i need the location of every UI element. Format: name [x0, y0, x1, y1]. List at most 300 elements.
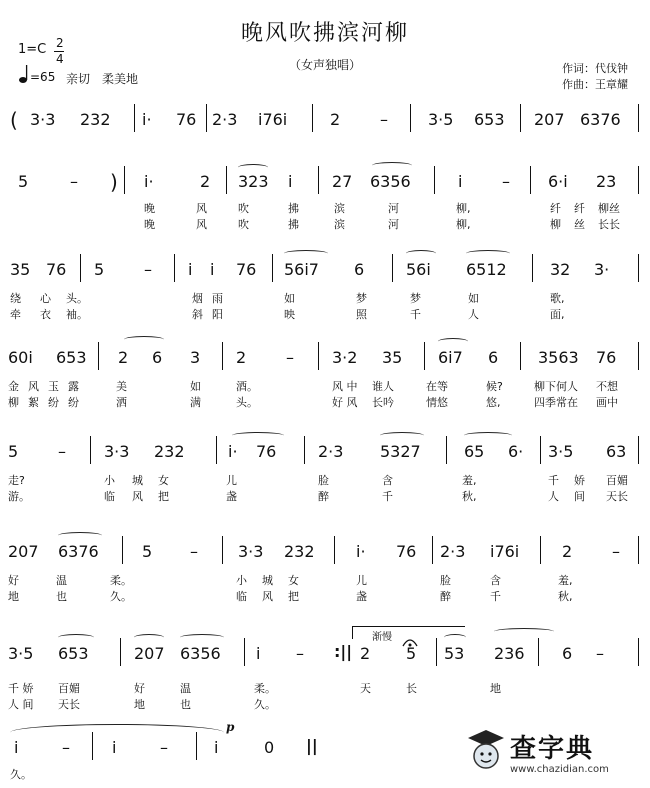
- score-system-7: [0, 622, 650, 714]
- note-group: 3563: [538, 348, 579, 367]
- lyric-verse1: 女: [288, 574, 299, 587]
- repeat-barline: :||: [334, 642, 353, 661]
- watermark: [466, 722, 636, 782]
- barline: [392, 254, 393, 282]
- lyric-verse2: 秋,: [558, 590, 573, 603]
- lyric-verse2: 满: [190, 396, 201, 409]
- lyric-verse1: 谁人: [372, 380, 394, 393]
- note-group: –: [160, 738, 168, 757]
- score-system-3: [0, 248, 650, 324]
- note-group: 5: [8, 442, 19, 461]
- lyric-verse1: 久。: [10, 768, 32, 781]
- note-group: 5: [406, 644, 417, 663]
- note-group: 56i: [406, 260, 431, 279]
- note-group: 0: [264, 738, 275, 757]
- slur: [284, 250, 328, 257]
- lyric-verse2: 纷: [48, 396, 59, 409]
- tempo-change-marking: 渐慢: [372, 632, 392, 643]
- note-group: 3·3: [238, 542, 264, 561]
- note-group: 3: [190, 348, 201, 367]
- watermark-name: 查字典: [510, 734, 595, 764]
- note-group: 76: [256, 442, 277, 461]
- lyric-verse1: 歌,: [550, 292, 565, 305]
- lyric-verse2: 斜: [192, 308, 203, 321]
- lyric-verse2: 四季常在: [534, 396, 578, 409]
- note-group: 3·5: [8, 644, 34, 663]
- tempo-marking: =65: [30, 70, 56, 84]
- barline: [174, 254, 175, 282]
- note-group: 232: [284, 542, 315, 561]
- slur: [380, 432, 424, 439]
- note-group: 2: [118, 348, 129, 367]
- lyric-verse1: 羞,: [558, 574, 573, 587]
- lyric-verse1: 脸: [440, 574, 451, 587]
- note-group: 76: [396, 542, 417, 561]
- note-group: –: [612, 542, 620, 561]
- score-system-1: [0, 96, 650, 144]
- lyric-verse1: 城: [262, 574, 273, 587]
- barline: [638, 104, 639, 132]
- lyric-verse1: 心: [40, 292, 51, 305]
- barline: [638, 436, 639, 464]
- note-group: –: [296, 644, 304, 663]
- barline: [196, 732, 197, 760]
- barline: [520, 104, 521, 132]
- graduate-cap-logo-icon: [466, 726, 506, 774]
- note-group: 653: [56, 348, 87, 367]
- lyric-verse1: 小: [104, 474, 115, 487]
- note-group: –: [596, 644, 604, 663]
- lyric-verse2: 面,: [550, 308, 565, 321]
- lyric-verse2: 醉: [318, 490, 329, 503]
- expression-marking: 亲切 柔美地: [66, 72, 139, 86]
- barline: [124, 166, 125, 194]
- note-group: 207: [534, 110, 565, 129]
- quarter-note-icon: [18, 64, 30, 84]
- lyric-verse2: 间: [574, 490, 585, 503]
- note-group: 23: [596, 172, 617, 191]
- barline: [530, 166, 531, 194]
- note-group: 3·: [594, 260, 610, 279]
- slur: [58, 532, 102, 539]
- barline: [432, 536, 433, 564]
- note-group: 3·5: [548, 442, 574, 461]
- lyric-verse2: 风: [196, 218, 207, 231]
- note-group: i: [288, 172, 293, 191]
- note-group: i: [214, 738, 219, 757]
- lyric-verse1: 天: [360, 682, 371, 695]
- barline: [226, 166, 227, 194]
- barline: [304, 436, 305, 464]
- lyric-verse1: 在等: [426, 380, 448, 393]
- lyric-verse1: 儿: [356, 574, 367, 587]
- barline: [638, 638, 639, 666]
- slur: [134, 634, 164, 641]
- barline: [216, 436, 217, 464]
- composer-credit: 作曲：王章耀: [562, 78, 628, 91]
- lyric-verse1: 脸: [318, 474, 329, 487]
- note-group: 2·3: [318, 442, 344, 461]
- note-group: 76: [176, 110, 197, 129]
- score-system-5: [0, 430, 650, 506]
- barline: [92, 732, 93, 760]
- lyric-verse1: 美: [116, 380, 127, 393]
- lyric-verse2: 人: [548, 490, 559, 503]
- barline: [424, 342, 425, 370]
- lyric-verse1: 滨: [334, 202, 345, 215]
- lyric-verse2: 千: [410, 308, 421, 321]
- lyric-verse1: 小: [236, 574, 247, 587]
- note-group: 232: [154, 442, 185, 461]
- key-signature: 1=C: [18, 42, 47, 57]
- note-group: 6: [562, 644, 573, 663]
- note-group: –: [62, 738, 70, 757]
- song-subtitle: （女声独唱）: [288, 58, 361, 72]
- lyric-verse1: 走?: [8, 474, 25, 487]
- barline: [638, 166, 639, 194]
- lyric-verse2: 地: [134, 698, 145, 711]
- lyric-verse2: 秋,: [462, 490, 477, 503]
- note-group: 53: [444, 644, 465, 663]
- lyricist-credit: 作词：代伐钟: [562, 62, 628, 75]
- slur: [444, 634, 466, 641]
- note-group: –: [58, 442, 66, 461]
- lyric-verse2: 把: [288, 590, 299, 603]
- note-group: –: [286, 348, 294, 367]
- note-group: 2: [330, 110, 341, 129]
- lyric-verse1: 柔。: [254, 682, 276, 695]
- lyric-verse1: 拂: [288, 202, 299, 215]
- lyric-verse1: 百媚: [606, 474, 628, 487]
- barline: [222, 342, 223, 370]
- lyric-verse1: 河: [388, 202, 399, 215]
- lyric-verse2: 醉: [440, 590, 451, 603]
- note-group: i·: [228, 442, 238, 461]
- lyric-verse2: 阳: [212, 308, 223, 321]
- lyric-verse1: 羞,: [462, 474, 477, 487]
- lyric-verse1: 娇: [574, 474, 585, 487]
- note-group: –: [144, 260, 152, 279]
- note-group: 2: [360, 644, 371, 663]
- lyric-verse2: 柳,: [456, 218, 471, 231]
- lyric-verse2: 丝: [574, 218, 585, 231]
- lyric-verse2: 絮: [28, 396, 39, 409]
- slur: [438, 338, 468, 345]
- lyric-verse2: 风: [262, 590, 273, 603]
- lyric-verse2: 人 间: [8, 698, 34, 711]
- lyric-verse2: 拂: [288, 218, 299, 231]
- note-group: 3·5: [428, 110, 454, 129]
- lyric-verse2: 天长: [58, 698, 80, 711]
- note-group: 32: [550, 260, 571, 279]
- lyric-verse2: 晚: [144, 218, 155, 231]
- note-group: 236: [494, 644, 525, 663]
- note-group: –: [70, 172, 78, 191]
- slur: [124, 336, 164, 343]
- lyric-verse2: 洒: [116, 396, 127, 409]
- lyric-verse1: 柳下何人: [534, 380, 578, 393]
- note-group: 653: [474, 110, 505, 129]
- lyric-verse2: 地: [8, 590, 19, 603]
- barline: [436, 638, 437, 666]
- barline: [520, 342, 521, 370]
- lyric-verse1: 头。: [66, 292, 88, 305]
- lyric-verse1: 柳,: [456, 202, 471, 215]
- note-group: –: [380, 110, 388, 129]
- lyric-verse1: 酒。: [236, 380, 258, 393]
- lyric-verse2: 好 风: [332, 396, 358, 409]
- lyric-verse1: 百媚: [58, 682, 80, 695]
- barline: [334, 536, 335, 564]
- score-system-2: [0, 160, 650, 236]
- note-group: 76: [46, 260, 67, 279]
- barline: [206, 104, 207, 132]
- barline: [434, 166, 435, 194]
- lyric-verse1: 晚: [144, 202, 155, 215]
- lyric-verse1: 含: [490, 574, 501, 587]
- note-group: i76i: [490, 542, 520, 561]
- lyric-verse2: 风: [132, 490, 143, 503]
- lyric-verse2: 袖。: [66, 308, 88, 321]
- lyric-verse1: 儿: [226, 474, 237, 487]
- barline: [312, 104, 313, 132]
- fermata-icon: [402, 632, 418, 642]
- lyric-verse2: 临: [236, 590, 247, 603]
- barline: [244, 638, 245, 666]
- lyric-verse2: 河: [388, 218, 399, 231]
- note-group: 6512: [466, 260, 507, 279]
- lyric-verse1: 雨: [212, 292, 223, 305]
- note-group: i: [14, 738, 19, 757]
- lyric-verse1: 吹: [238, 202, 249, 215]
- lyric-verse1: 金: [8, 380, 19, 393]
- note-group: 3·2: [332, 348, 358, 367]
- lyric-verse2: 久。: [110, 590, 132, 603]
- note-group: 63: [606, 442, 627, 461]
- note-group: 5327: [380, 442, 421, 461]
- note-group: 5: [94, 260, 105, 279]
- note-group: (: [10, 108, 18, 132]
- lyric-verse2: 也: [180, 698, 191, 711]
- lyric-verse2: 长长: [598, 218, 620, 231]
- note-group: i·: [144, 172, 154, 191]
- note-group: i: [112, 738, 117, 757]
- lyric-verse1: 地: [490, 682, 501, 695]
- barline: [120, 638, 121, 666]
- lyric-verse2: 照: [356, 308, 367, 321]
- lyric-verse1: 纤: [550, 202, 561, 215]
- lyric-verse1: 不想: [596, 380, 618, 393]
- barline: [532, 254, 533, 282]
- lyric-verse2: 把: [158, 490, 169, 503]
- barline: [122, 536, 123, 564]
- barline: [318, 166, 319, 194]
- note-group: 3·3: [104, 442, 130, 461]
- slur: [180, 634, 224, 641]
- lyric-verse2: 情悠: [426, 396, 448, 409]
- note-group: 207: [134, 644, 165, 663]
- note-group: i: [458, 172, 463, 191]
- lyric-verse1: 好: [134, 682, 145, 695]
- slur: [58, 634, 94, 641]
- lyric-verse1: 千: [548, 474, 559, 487]
- note-group: 5: [18, 172, 29, 191]
- note-group: ): [110, 170, 118, 194]
- lyric-verse1: 长: [406, 682, 417, 695]
- barline: [134, 104, 135, 132]
- note-group: 2: [200, 172, 211, 191]
- lyric-verse1: 城: [132, 474, 143, 487]
- lyric-verse1: 如: [284, 292, 295, 305]
- note-group: i: [256, 644, 261, 663]
- lyric-verse2: 纷: [68, 396, 79, 409]
- barline: [272, 254, 273, 282]
- note-group: 76: [596, 348, 617, 367]
- note-group: 6376: [58, 542, 99, 561]
- dynamic-marking: p: [226, 720, 235, 734]
- note-group: 35: [10, 260, 31, 279]
- barline: [638, 254, 639, 282]
- note-group: 232: [80, 110, 111, 129]
- slur: [464, 432, 512, 439]
- watermark-url: www.chazidian.com: [510, 764, 609, 775]
- lyric-verse1: 梦: [410, 292, 421, 305]
- note-group: 3·3: [30, 110, 56, 129]
- barline: [540, 436, 541, 464]
- lyric-verse1: 风: [196, 202, 207, 215]
- time-signature-bottom: 4: [56, 52, 64, 66]
- lyric-verse1: 风: [28, 380, 39, 393]
- barline: [540, 536, 541, 564]
- note-group: 27: [332, 172, 353, 191]
- lyric-verse2: 画中: [596, 396, 618, 409]
- lyric-verse2: 千: [490, 590, 501, 603]
- barline: [538, 638, 539, 666]
- barline: [446, 436, 447, 464]
- note-group: 76: [236, 260, 257, 279]
- lyric-verse2: 盏: [226, 490, 237, 503]
- barline: [222, 536, 223, 564]
- lyric-verse1: 含: [382, 474, 393, 487]
- note-group: i·: [142, 110, 152, 129]
- note-group: 65: [464, 442, 485, 461]
- lyric-verse1: 千 娇: [8, 682, 34, 695]
- note-group: 35: [382, 348, 403, 367]
- lyric-verse1: 温: [180, 682, 191, 695]
- lyric-verse2: 衣: [40, 308, 51, 321]
- slur: [372, 162, 412, 169]
- lyric-verse2: 也: [56, 590, 67, 603]
- lyric-verse2: 临: [104, 490, 115, 503]
- lyric-verse1: 绕: [10, 292, 21, 305]
- note-group: 6356: [370, 172, 411, 191]
- note-group: 2·3: [440, 542, 466, 561]
- lyric-verse2: 悠,: [486, 396, 501, 409]
- lyric-verse2: 人: [468, 308, 479, 321]
- note-group: 5: [142, 542, 153, 561]
- tie-arc: [10, 724, 224, 741]
- lyric-verse1: 烟: [192, 292, 203, 305]
- lyric-verse1: 玉: [48, 380, 59, 393]
- note-group: –: [190, 542, 198, 561]
- score-system-6: [0, 530, 650, 606]
- note-group: 2·3: [212, 110, 238, 129]
- lyric-verse2: 盏: [356, 590, 367, 603]
- lyric-verse2: 吹: [238, 218, 249, 231]
- lyric-verse1: 好: [8, 574, 19, 587]
- note-group: i: [188, 260, 193, 279]
- lyric-verse1: 柳丝: [598, 202, 620, 215]
- lyric-verse2: 柳: [8, 396, 19, 409]
- note-group: i76i: [258, 110, 288, 129]
- lyric-verse2: 头。: [236, 396, 258, 409]
- note-group: 207: [8, 542, 39, 561]
- note-group: 6: [354, 260, 365, 279]
- note-group: 6·: [508, 442, 524, 461]
- slur: [232, 432, 284, 439]
- barline: [90, 436, 91, 464]
- note-group: 6: [488, 348, 499, 367]
- note-group: 6·i: [548, 172, 568, 191]
- lyric-verse2: 久。: [254, 698, 276, 711]
- barline: [638, 536, 639, 564]
- score-system-4: [0, 336, 650, 412]
- slur: [406, 250, 436, 257]
- note-group: i: [210, 260, 215, 279]
- note-group: –: [502, 172, 510, 191]
- slur: [466, 250, 510, 257]
- note-group: 6i7: [438, 348, 463, 367]
- lyric-verse1: 梦: [356, 292, 367, 305]
- lyric-verse1: 如: [468, 292, 479, 305]
- barline: [98, 342, 99, 370]
- note-group: 323: [238, 172, 269, 191]
- slur: [494, 628, 554, 635]
- lyric-verse1: 女: [158, 474, 169, 487]
- barline: [410, 104, 411, 132]
- lyric-verse1: 候?: [486, 380, 503, 393]
- lyric-verse1: 如: [190, 380, 201, 393]
- note-group: 653: [58, 644, 89, 663]
- lyric-verse1: 风 中: [332, 380, 358, 393]
- barline: [80, 254, 81, 282]
- song-title: 晚风吹拂滨河柳: [240, 21, 409, 46]
- note-group: 6: [152, 348, 163, 367]
- note-group: 6376: [580, 110, 621, 129]
- lyric-verse2: 天长: [606, 490, 628, 503]
- note-group: i·: [356, 542, 366, 561]
- lyric-verse2: 映: [284, 308, 295, 321]
- lyric-verse2: 滨: [334, 218, 345, 231]
- lyric-verse2: 千: [382, 490, 393, 503]
- lyric-verse2: 游。: [8, 490, 30, 503]
- lyric-verse2: 柳: [550, 218, 561, 231]
- lyric-verse2: 长吟: [372, 396, 394, 409]
- lyric-verse1: 温: [56, 574, 67, 587]
- lyric-verse1: 柔。: [110, 574, 132, 587]
- time-signature-top: 2: [56, 36, 64, 50]
- note-group: 2: [236, 348, 247, 367]
- note-group: 60i: [8, 348, 33, 367]
- note-group: 6356: [180, 644, 221, 663]
- barline: [318, 342, 319, 370]
- note-group: 2: [562, 542, 573, 561]
- slur: [238, 164, 268, 171]
- lyric-verse1: 露: [68, 380, 79, 393]
- note-group: 56i7: [284, 260, 319, 279]
- lyric-verse2: 牵: [10, 308, 21, 321]
- final-barline: ||: [306, 736, 318, 755]
